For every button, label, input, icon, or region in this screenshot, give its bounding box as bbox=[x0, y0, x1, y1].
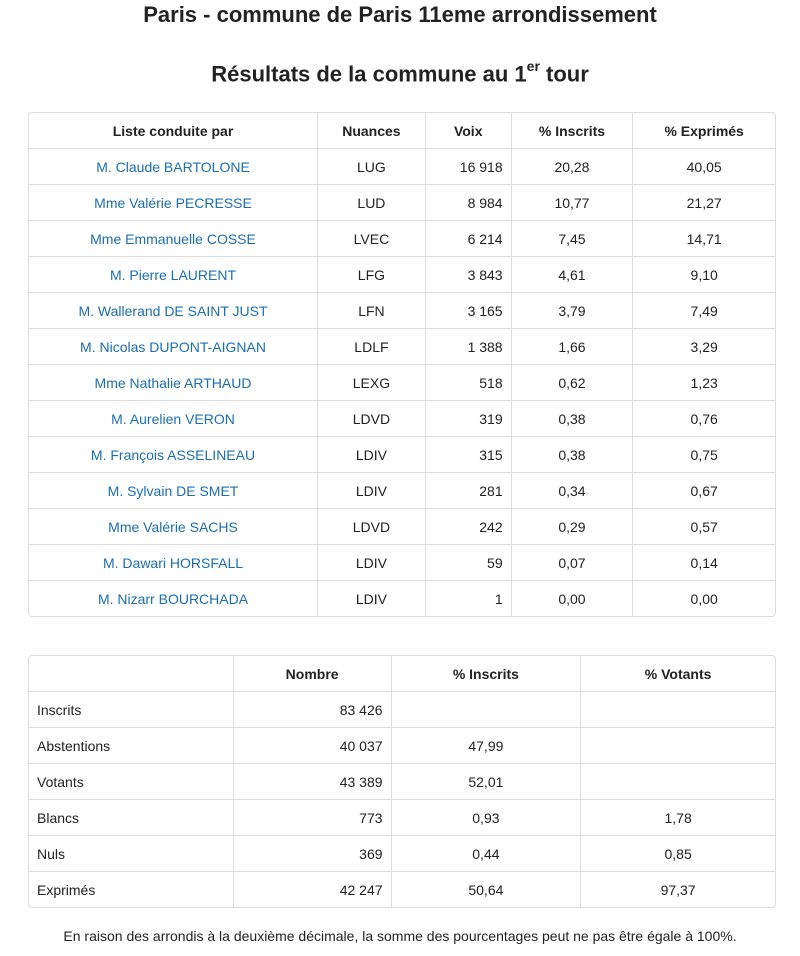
pct-votants-cell: 97,37 bbox=[660, 881, 696, 898]
table-row bbox=[29, 545, 775, 581]
table-row bbox=[29, 728, 775, 764]
header-blank bbox=[29, 656, 234, 692]
pct-inscrits-cell: 20,28 bbox=[512, 149, 634, 185]
nuance-cell: LEXG bbox=[318, 365, 426, 401]
table-row bbox=[29, 836, 775, 872]
nombre-cell: 43 389 bbox=[234, 764, 392, 800]
voix-cell: 1 388 bbox=[426, 329, 512, 365]
pct-exprimes-cell: 21,27 bbox=[633, 185, 775, 221]
candidate-link[interactable]: M. Wallerand DE SAINT JUST bbox=[78, 302, 268, 319]
pct-votants-cell: 0,85 bbox=[581, 836, 775, 872]
pct-exprimes-cell: 14,71 bbox=[633, 221, 775, 257]
table-row bbox=[29, 293, 775, 329]
voix-cell: 315 bbox=[426, 437, 512, 473]
candidate-cell bbox=[29, 581, 318, 616]
candidate-link[interactable]: M. Dawari HORSFALL bbox=[102, 554, 244, 571]
nombre-cell: 40 037 bbox=[234, 728, 392, 764]
candidate-link[interactable]: M. François ASSELINEAU bbox=[90, 446, 256, 463]
nombre-cell: 42 247 bbox=[234, 872, 392, 907]
nombre-cell: 773 bbox=[234, 800, 392, 836]
nombre-cell: 83 426 bbox=[234, 692, 392, 728]
pct-exprimes-cell: 0,00 bbox=[690, 590, 718, 607]
pct-votants-cell: 1,78 bbox=[581, 800, 775, 836]
pct-inscrits-cell: 0,34 bbox=[512, 473, 634, 509]
candidate-cell bbox=[29, 473, 318, 509]
pct-inscrits-cell: 47,99 bbox=[392, 728, 582, 764]
subtitle-tail: tour bbox=[539, 61, 589, 87]
table-row bbox=[29, 764, 775, 800]
nuance-cell: LUG bbox=[318, 149, 426, 185]
header-pct-inscrits: % Inscrits bbox=[512, 113, 634, 149]
candidates-results-table bbox=[28, 112, 776, 617]
pct-inscrits-cell: 0,38 bbox=[512, 401, 634, 437]
candidate-link[interactable]: M. Nizarr BOURCHADA bbox=[97, 590, 249, 607]
pct-inscrits-cell: 4,61 bbox=[512, 257, 634, 293]
header-pct-exprimes: % Exprimés bbox=[633, 113, 775, 149]
pct-exprimes-cell: 7,49 bbox=[633, 293, 775, 329]
pct-exprimes-cell: 0,14 bbox=[633, 545, 775, 581]
candidate-cell bbox=[29, 149, 318, 185]
table-row bbox=[29, 329, 775, 365]
voix-cell: 281 bbox=[426, 473, 512, 509]
candidate-link[interactable]: Mme Emmanuelle COSSE bbox=[90, 230, 256, 247]
nuance-cell: LFN bbox=[318, 293, 426, 329]
header-voix: Voix bbox=[426, 113, 512, 149]
table-row bbox=[29, 872, 775, 907]
voix-cell: 3 843 bbox=[426, 257, 512, 293]
table-row bbox=[29, 437, 775, 473]
pct-exprimes-cell: 3,29 bbox=[633, 329, 775, 365]
voix-cell: 59 bbox=[426, 545, 512, 581]
rounding-note: En raison des arrondis à la deuxième décimale, la somme des pourcentages peut ne pas être égale à 100%. bbox=[63, 928, 737, 944]
pct-inscrits-cell: 0,29 bbox=[512, 509, 634, 545]
pct-inscrits-cell: 0,07 bbox=[512, 545, 634, 581]
candidate-link[interactable]: Mme Nathalie ARTHAUD bbox=[94, 374, 252, 391]
candidate-link[interactable]: M. Claude BARTOLONE bbox=[96, 158, 250, 175]
summary-header-row bbox=[29, 656, 775, 692]
header-nuances: Nuances bbox=[318, 113, 426, 149]
candidate-link[interactable]: Mme Valérie SACHS bbox=[108, 518, 238, 535]
candidate-link[interactable]: Mme Valérie PECRESSE bbox=[94, 194, 252, 211]
voix-cell: 319 bbox=[426, 401, 512, 437]
nuance-cell: LUD bbox=[318, 185, 426, 221]
voix-cell: 8 984 bbox=[426, 185, 512, 221]
pct-inscrits-cell bbox=[392, 692, 582, 728]
nuance-cell: LFG bbox=[318, 257, 426, 293]
pct-exprimes-cell: 0,57 bbox=[633, 509, 775, 545]
candidate-link[interactable]: M. Nicolas DUPONT-AIGNAN bbox=[80, 338, 266, 355]
candidate-cell bbox=[29, 257, 318, 293]
header-pct-inscrits: % Inscrits bbox=[392, 656, 582, 692]
table-row bbox=[29, 800, 775, 836]
voix-cell: 1 bbox=[426, 581, 512, 616]
pct-exprimes-cell: 0,76 bbox=[633, 401, 775, 437]
table-row bbox=[29, 509, 775, 545]
candidate-link[interactable]: M. Sylvain DE SMET bbox=[107, 482, 239, 499]
voix-cell: 6 214 bbox=[426, 221, 512, 257]
table-row bbox=[29, 692, 775, 728]
candidate-cell bbox=[29, 545, 318, 581]
table-row bbox=[29, 149, 775, 185]
pct-inscrits-cell: 0,93 bbox=[392, 800, 582, 836]
voix-cell: 3 165 bbox=[426, 293, 512, 329]
candidate-cell bbox=[29, 185, 318, 221]
pct-inscrits-cell: 0,00 bbox=[512, 581, 634, 616]
nuance-cell: LDIV bbox=[318, 581, 426, 616]
nuance-cell: LVEC bbox=[318, 221, 426, 257]
candidate-cell bbox=[29, 401, 318, 437]
pct-votants-cell bbox=[581, 728, 775, 764]
results-header-row bbox=[29, 113, 775, 149]
table-row bbox=[29, 257, 775, 293]
voix-cell: 16 918 bbox=[426, 149, 512, 185]
results-subtitle bbox=[0, 60, 800, 87]
pct-inscrits-cell: 50,64 bbox=[392, 872, 582, 907]
nuance-cell: LDIV bbox=[318, 545, 426, 581]
subtitle-superscript: er bbox=[526, 58, 540, 74]
candidate-cell bbox=[29, 293, 318, 329]
pct-exprimes-cell: 40,05 bbox=[633, 149, 775, 185]
candidate-cell bbox=[29, 365, 318, 401]
summary-label-cell: Inscrits bbox=[29, 692, 234, 728]
nuance-cell: LDIV bbox=[318, 437, 426, 473]
nuance-cell: LDLF bbox=[318, 329, 426, 365]
pct-votants-cell bbox=[581, 692, 775, 728]
pct-inscrits-cell: 3,79 bbox=[512, 293, 634, 329]
header-liste: Liste conduite par bbox=[29, 113, 318, 149]
table-row bbox=[29, 185, 775, 221]
page-title: Paris - commune de Paris 11eme arrondissement bbox=[143, 2, 657, 27]
nuance-cell: LDVD bbox=[318, 509, 426, 545]
pct-inscrits-cell: 0,38 bbox=[512, 437, 634, 473]
header-nombre: Nombre bbox=[234, 656, 392, 692]
pct-inscrits-cell: 7,45 bbox=[512, 221, 634, 257]
summary-label-cell: Votants bbox=[29, 764, 234, 800]
candidate-cell bbox=[29, 221, 318, 257]
summary-table bbox=[28, 655, 776, 908]
nuance-cell: LDIV bbox=[318, 473, 426, 509]
pct-inscrits-cell: 10,77 bbox=[512, 185, 634, 221]
voix-cell: 518 bbox=[426, 365, 512, 401]
candidate-cell bbox=[29, 509, 318, 545]
pct-exprimes-cell: 0,67 bbox=[633, 473, 775, 509]
pct-votants-cell bbox=[581, 764, 775, 800]
nuance-cell: LDVD bbox=[318, 401, 426, 437]
table-row bbox=[29, 401, 775, 437]
header-pct-votants: % Votants bbox=[581, 656, 775, 692]
nombre-cell: 369 bbox=[234, 836, 392, 872]
table-row bbox=[29, 221, 775, 257]
candidate-link[interactable]: M. Pierre LAURENT bbox=[109, 266, 237, 283]
table-row bbox=[29, 473, 775, 509]
table-row bbox=[29, 365, 775, 401]
pct-inscrits-cell: 1,66 bbox=[512, 329, 634, 365]
pct-exprimes-cell: 0,75 bbox=[633, 437, 775, 473]
summary-label-cell: Nuls bbox=[29, 836, 234, 872]
pct-exprimes-cell: 1,23 bbox=[633, 365, 775, 401]
pct-inscrits-cell: 0,44 bbox=[392, 836, 582, 872]
voix-cell: 242 bbox=[426, 509, 512, 545]
summary-label-cell: Abstentions bbox=[29, 728, 234, 764]
summary-label-cell: Blancs bbox=[29, 800, 234, 836]
candidate-link[interactable]: M. Aurelien VERON bbox=[111, 410, 235, 427]
pct-inscrits-cell: 52,01 bbox=[392, 764, 582, 800]
candidate-cell bbox=[29, 329, 318, 365]
table-row bbox=[29, 581, 775, 616]
pct-inscrits-cell: 0,62 bbox=[512, 365, 634, 401]
candidate-cell bbox=[29, 437, 318, 473]
summary-label-cell: Exprimés bbox=[29, 872, 234, 907]
subtitle-main: Résultats de la commune au 1 bbox=[211, 61, 527, 87]
pct-exprimes-cell: 9,10 bbox=[633, 257, 775, 293]
